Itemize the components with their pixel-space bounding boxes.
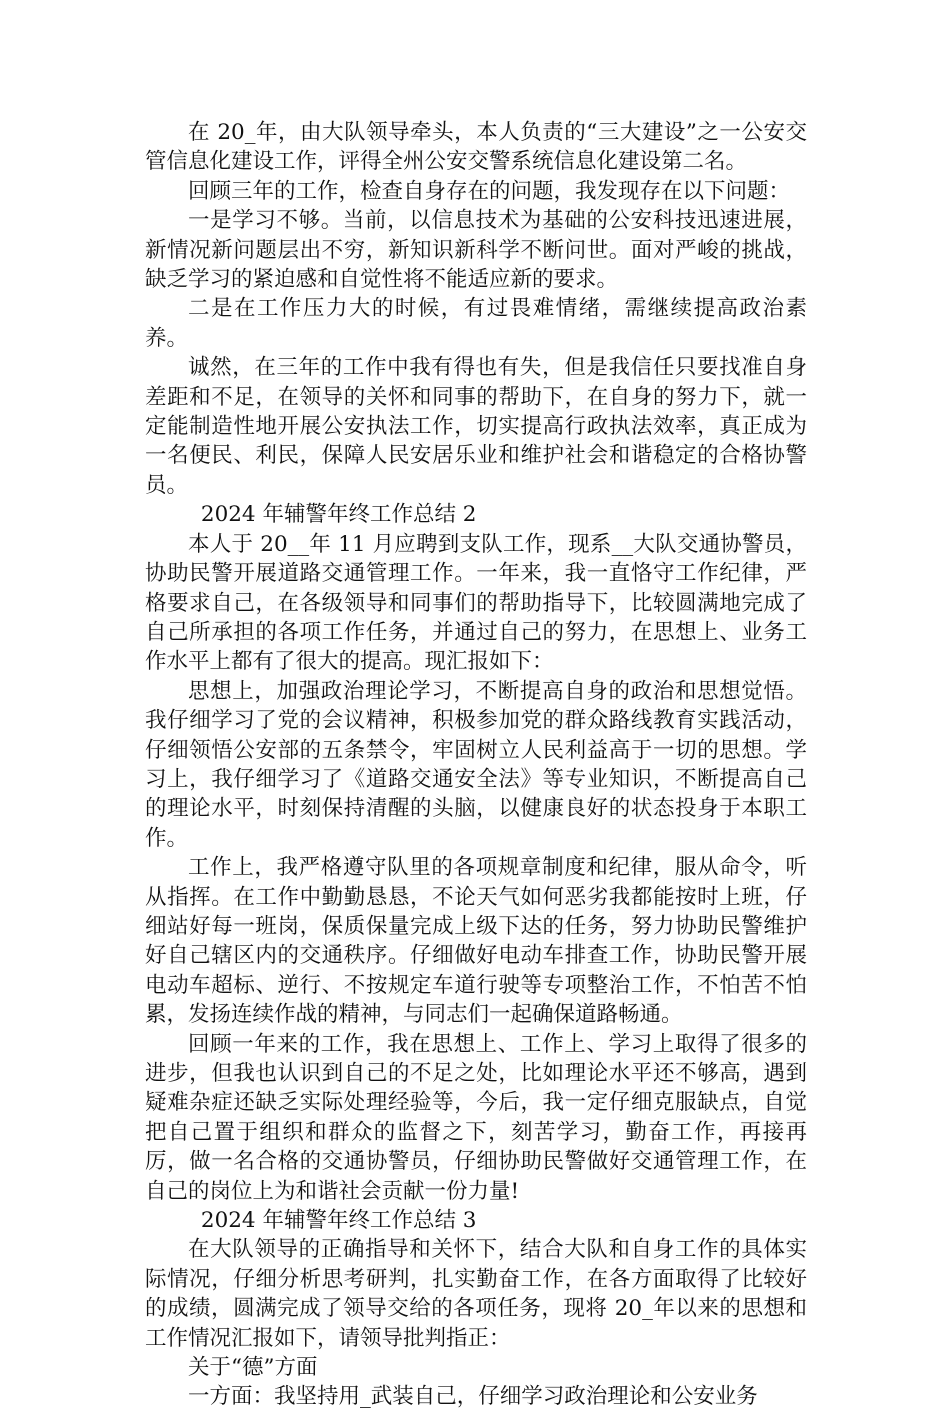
paragraph: 诚然，在三年的工作中我有得也有失，但是我信任只要找准自身差距和不足，在领导的关怀和同事的帮助下，在自身的努力下，就一定能制造性地开展公安执法工作，切实提高行政执法效率，真正成为一名便民、利民，保障人民安居乐业和维护社会和谐稳定的合格协警员。 (145, 355, 807, 498)
paragraph: 一方面：我坚持用_武装自己，仔细学习政治理论和公安业务 (188, 1384, 758, 1410)
paragraph: 回顾一年来的工作，我在思想上、工作上、学习上取得了很多的进步，但我也认识到自己的不足之处，比如理论水平还不够高，遇到疑难杂症还缺乏实际处理经验等，今后，我一定仔细克服缺点，自觉把自己置于组织和群众的监督之下，刻苦学习，勤奋工作，再接再厉，做一名合格的交通协警员，仔细协助民警做好交通管理工作，在自己的岗位上为和谐社会贡献一份力量! (145, 1031, 807, 1204)
paragraph: 在 20_年，由大队领导牵头，本人负责的“三大建设”之一公安交管信息化建设工作，评得全州公安交警系统信息化建设第二名。 (145, 120, 807, 175)
paragraph: 二是在工作压力大的时候，有过畏难情绪，需继续提高政治素养。 (145, 296, 807, 351)
section-heading: 2024 年辅警年终工作总结 2 (200, 502, 477, 528)
document-body (145, 118, 807, 1412)
section-heading: 2024 年辅警年终工作总结 3 (200, 1208, 477, 1234)
paragraph: 在大队领导的正确指导和关怀下，结合大队和自身工作的具体实际情况，仔细分析思考研判，扎实勤奋工作，在各方面取得了比较好的成绩，圆满完成了领导交给的各项任务，现将 20_年以来的思想和工作情况汇报如下，请领导批判指正： (145, 1237, 807, 1351)
paragraph: 工作上，我严格遵守队里的各项规章制度和纪律，服从命令，听从指挥。在工作中勤勤恳恳，不论天气如何恶劣我都能按时上班，仔细站好每一班岗，保质保量完成上级下达的任务，努力协助民警维护好自己辖区内的交通秩序。仔细做好电动车排查工作，协助民警开展电动车超标、逆行、不按规定车道行驶等专项整治工作，不怕苦不怕累，发扬连续作战的精神，与同志们一起确保道路畅通。 (145, 855, 807, 1028)
paragraph: 关于“德”方面 (188, 1355, 318, 1381)
paragraph: 一是学习不够。当前，以信息技术为基础的公安科技迅速进展，新情况新问题层出不穷，新知识新科学不断问世。面对严峻的挑战，缺乏学习的紧迫感和自觉性将不能适应新的要求。 (145, 208, 807, 293)
paragraph: 回顾三年的工作，检查自身存在的问题，我发现存在以下问题： (188, 178, 791, 204)
paragraph: 本人于 20__年 11 月应聘到支队工作，现系__大队交通协警员，协助民警开展道路交通管理工作。一年来，我一直恪守工作纪律，严格要求自己，在各级领导和同事们的帮助指导下，比较圆满地完成了自己所承担的各项工作任务，并通过自己的努力，在思想上、业务工作水平上都有了很大的提高。现汇报如下： (145, 531, 807, 675)
paragraph: 思想上，加强政治理论学习，不断提高自身的政治和思想觉悟。我仔细学习了党的会议精神，积极参加党的群众路线教育实践活动，仔细领悟公安部的五条禁令，牢固树立人民利益高于一切的思想。学习上，我仔细学习了《道路交通安全法》等专业知识，不断提高自己的理论水平，时刻保持清醒的头脑，以健康良好的状态投身于本职工作。 (145, 678, 807, 851)
